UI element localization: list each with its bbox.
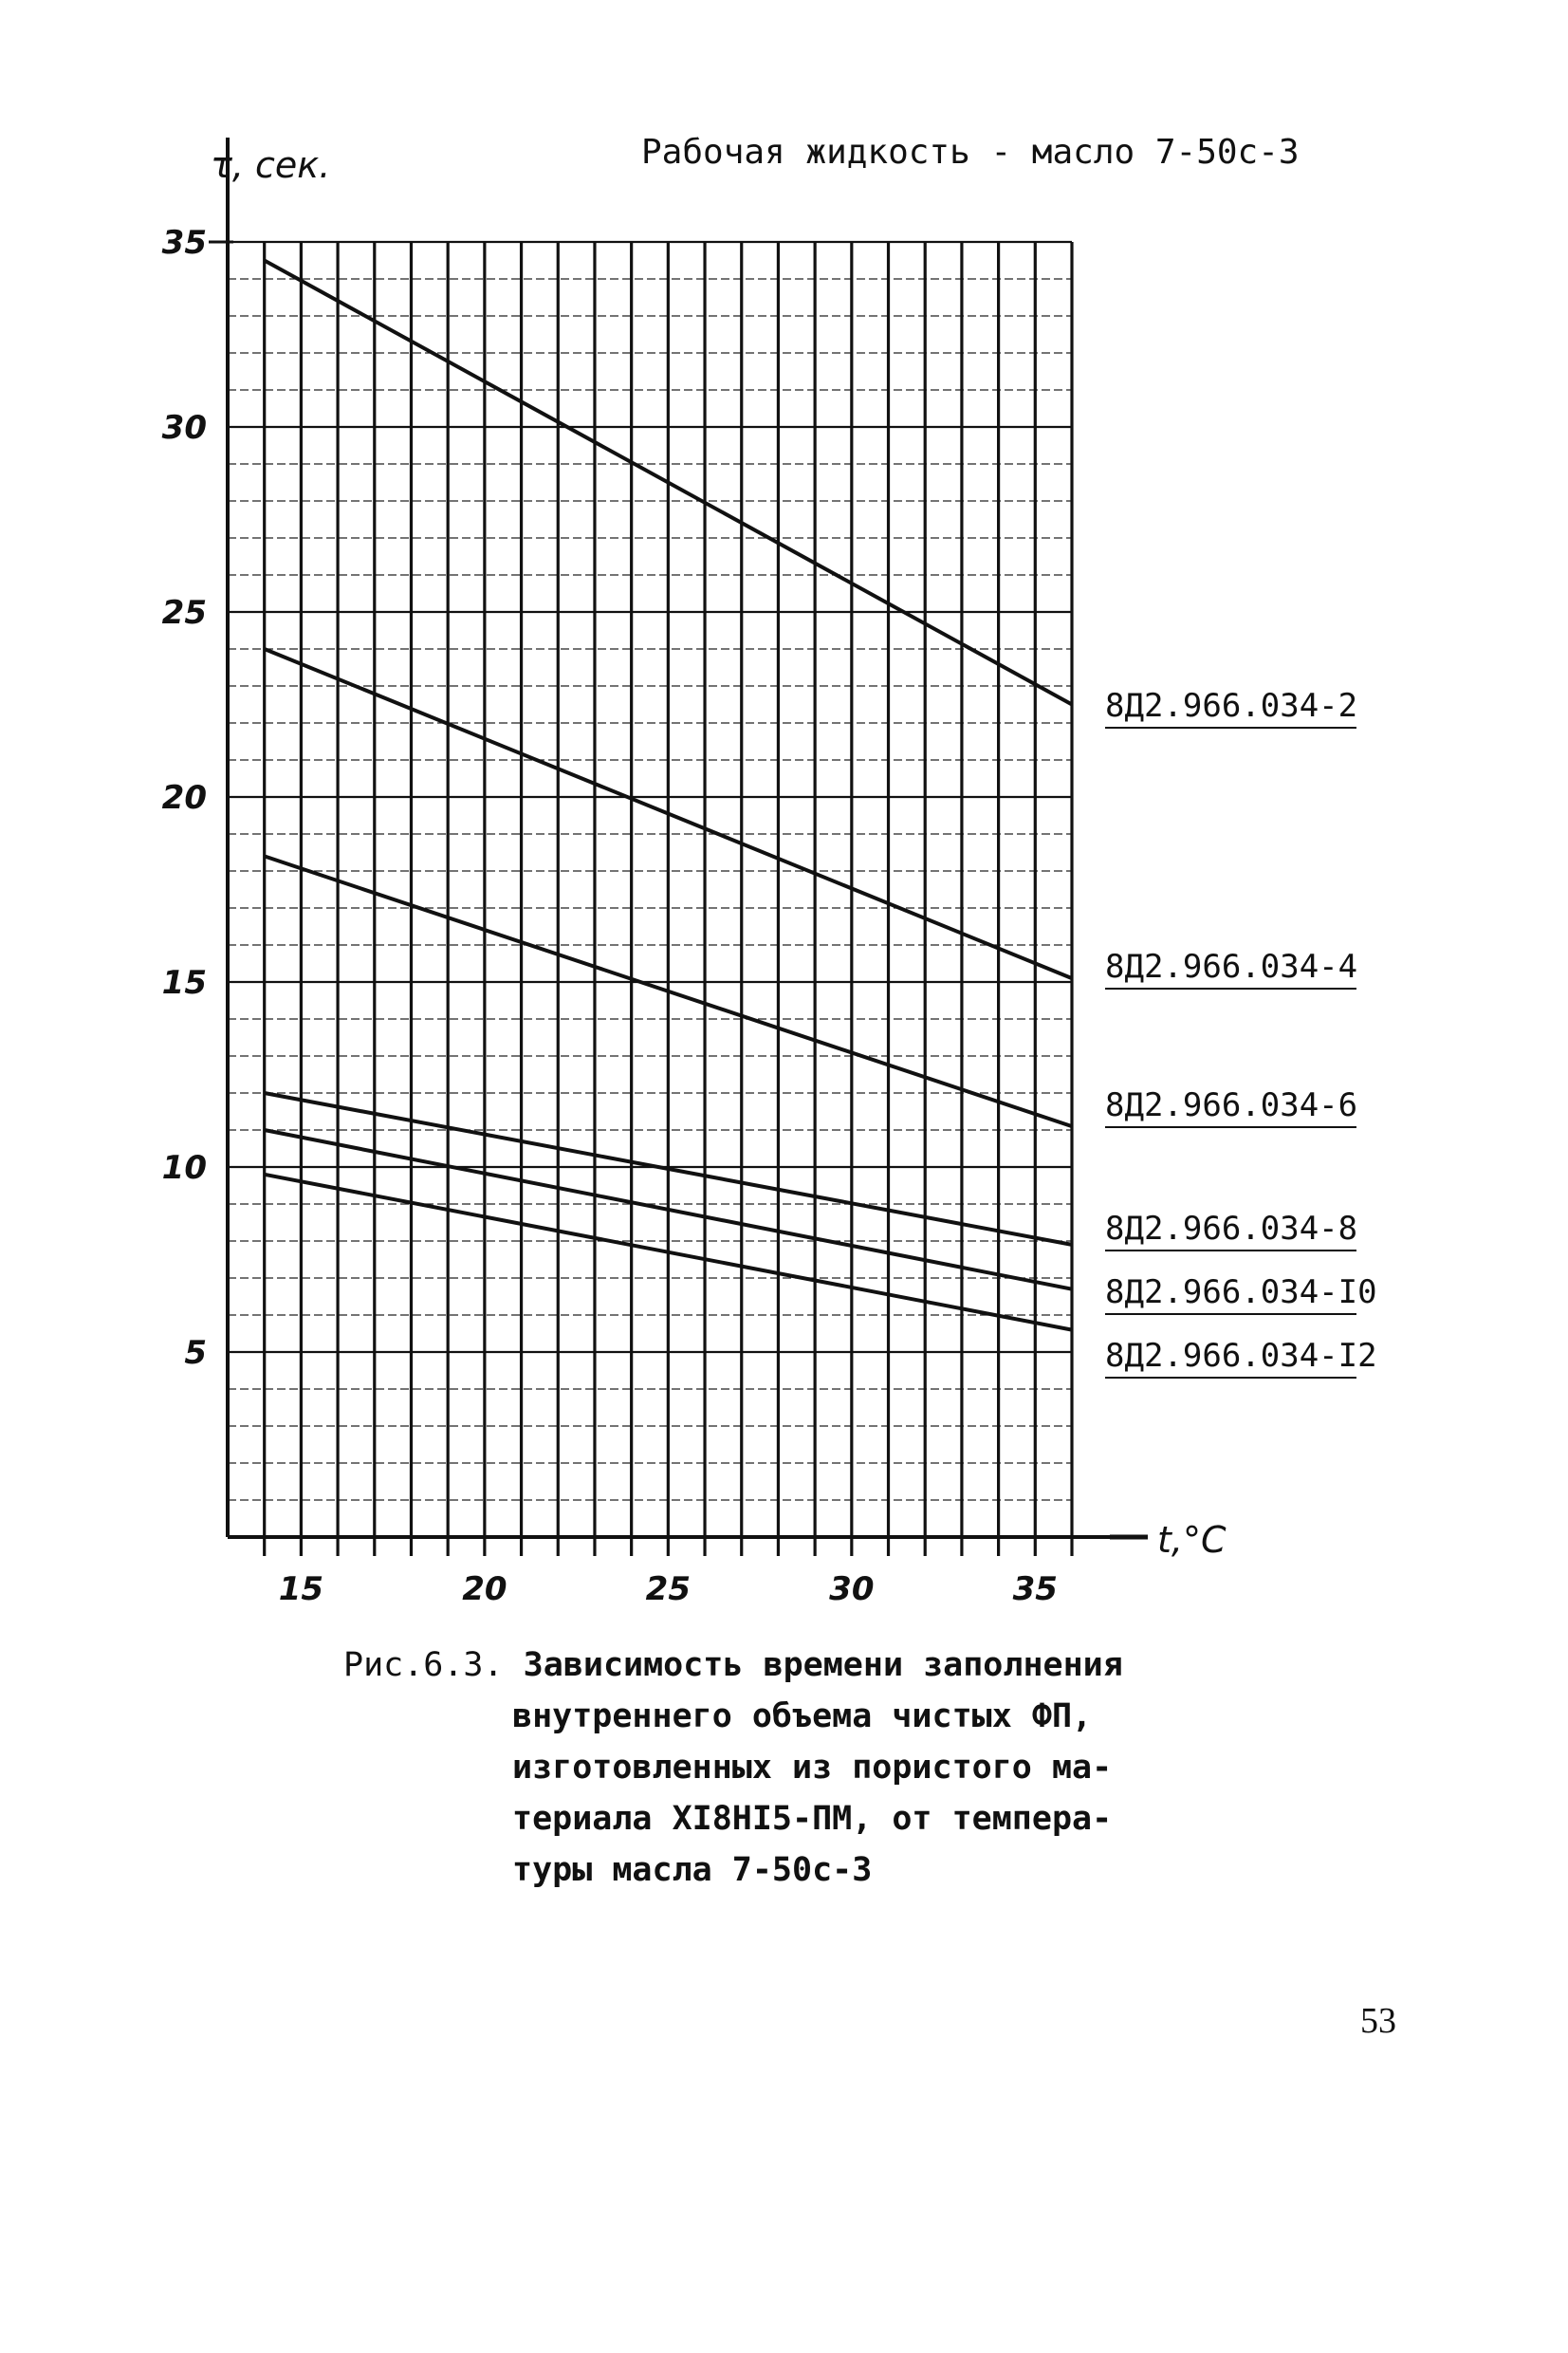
figure-caption [343, 1640, 1123, 1896]
caption-text: изготовленных из пористого ма- [512, 1749, 1113, 1787]
x-tick-label: 35 [1012, 1570, 1058, 1608]
y-tick-label: 10 [161, 1149, 207, 1187]
series-label: 8Д2.966.034-6 [1105, 1086, 1358, 1124]
series-label: 8Д2.966.034-2 [1105, 687, 1358, 725]
y-tick-label: 15 [161, 964, 207, 1002]
x-tick-label: 15 [278, 1570, 324, 1608]
caption-text: Зависимость времени заполнения [523, 1646, 1123, 1684]
caption-lead: Рис.6.3. [343, 1646, 524, 1684]
caption-line [343, 1691, 1102, 1742]
y-tick-label: 5 [184, 1334, 207, 1372]
y-axis-title: τ, сек. [211, 144, 331, 186]
caption-line [343, 1742, 1113, 1793]
axes [162, 138, 1227, 1608]
series-label: 8Д2.966.034-I0 [1105, 1273, 1377, 1311]
x-tick-label: 20 [462, 1570, 507, 1608]
chart-subtitle: Рабочая жидкость - масло 7-50с-3 [641, 133, 1300, 172]
page-number: 53 [1360, 2001, 1396, 2041]
x-axis-title: t,°C [1157, 1519, 1227, 1561]
legend-labels [1105, 687, 1377, 1378]
x-tick-label: 30 [829, 1570, 875, 1608]
grid [228, 242, 1072, 1556]
series-label: 8Д2.966.034-4 [1105, 948, 1358, 986]
caption-text: териала XI8HI5-ПМ, от темпера- [512, 1800, 1113, 1838]
x-tick-label: 25 [645, 1570, 692, 1608]
series-label: 8Д2.966.034-8 [1105, 1210, 1358, 1248]
caption-text: внутреннего объема чистых ФП, [512, 1697, 1093, 1735]
caption-line [343, 1844, 1102, 1896]
caption-line [343, 1793, 1113, 1844]
y-tick-label: 35 [161, 224, 207, 262]
caption-line [343, 1640, 1123, 1691]
caption-text: туры масла 7-50с-3 [512, 1851, 873, 1889]
y-tick-label: 20 [161, 779, 207, 817]
y-tick-label: 25 [161, 594, 207, 632]
y-tick-label: 30 [161, 409, 207, 447]
series-label: 8Д2.966.034-I2 [1105, 1337, 1377, 1375]
